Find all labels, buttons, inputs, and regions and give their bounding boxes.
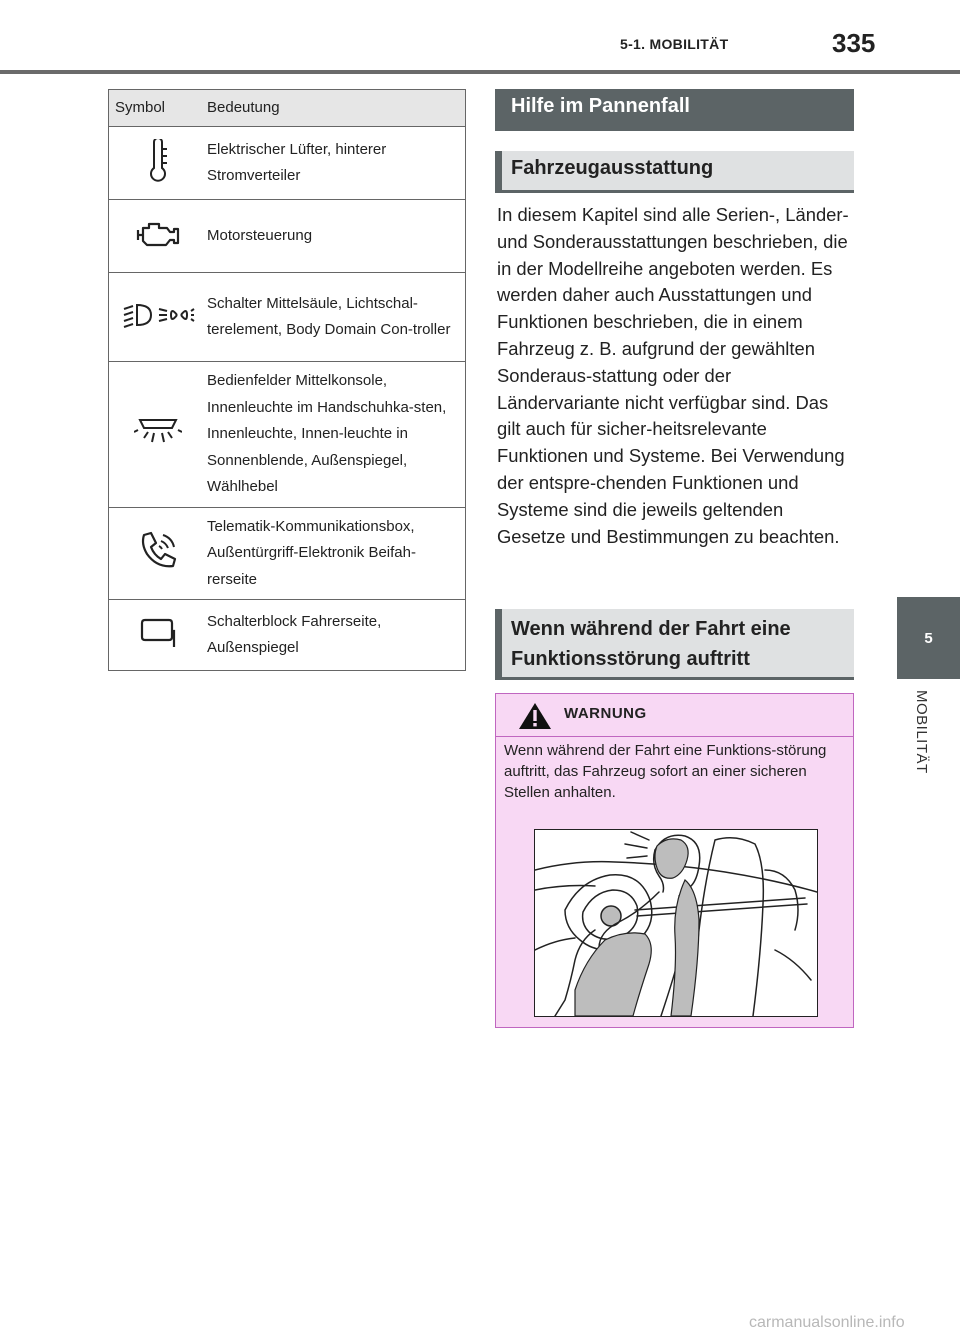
table-cell-meaning: Telematik-Kommunikationsbox, Außentürgriff-Elektronik Beifah-rerseite: [207, 507, 466, 600]
chapter-label: MOBILITÄT: [913, 690, 930, 774]
thermometer-icon: [147, 139, 169, 187]
warning-text: Wenn während der Fahrt eine Funktions-störung auftritt, das Fahrzeug sofort an einer sicheren Stellen anhalten.: [504, 742, 827, 801]
table-row: [109, 127, 466, 200]
warning-triangle-icon: [518, 702, 552, 735]
column-header-meaning: Bedeutung: [207, 90, 466, 127]
mirror-icon: [138, 617, 178, 653]
table-row: [109, 507, 466, 600]
warning-box: [495, 693, 854, 1028]
interior-light-icon: [134, 416, 182, 452]
warning-header: [496, 694, 853, 737]
equipment-paragraph: In diesem Kapitel sind alle Serien-, Länder- und Sonderausstattungen beschrieben, die in der Modellreihe angeboten werden. Es werden daher auch Ausstattungen und Funktionen beschrieben, die in einem Fahrzeug z. B. aufgrund der gewählten Sonderaus-stattung oder der Ländervariante nicht verfügbar sind. Das gilt auch für sicher-heitsrelevante Funktionen und Systeme. Bei Verwendung der entspre-chenden Funktionen und Systeme sind die jeweils geltenden Gesetze und Bestimmungen zu beachten.: [497, 204, 849, 547]
table-cell-meaning: Schalterblock Fahrerseite, Außenspiegel: [207, 600, 466, 671]
page-number: 335: [832, 28, 876, 58]
heading-malfunction: Wenn während der Fahrt eine Funktionsstörung auftritt: [495, 609, 854, 680]
heading-breakdown-help: Hilfe im Pannenfall: [495, 89, 854, 131]
watermark: carmanualsonline.info: [749, 1314, 905, 1331]
table-row: [109, 600, 466, 671]
header-rule: [0, 70, 960, 74]
column-header-symbol: Symbol: [109, 90, 208, 127]
table-row: [109, 362, 466, 508]
driver-steering-illustration: [534, 829, 818, 1017]
table-cell-meaning: Bedienfelder Mittelkonsole, Innenleuchte im Handschuhka-sten, Innenleuchte, Innen-leuchte in Sonnenblende, Außenspiegel, Wählhebel: [207, 362, 466, 508]
symbol-table: [108, 89, 466, 671]
table-row: [109, 273, 466, 362]
heading-vehicle-equipment: Fahrzeugausstattung: [495, 151, 854, 193]
chapter-tab: 5: [897, 597, 960, 679]
engine-icon: [135, 220, 181, 252]
table-cell-meaning: Motorsteuerung: [207, 200, 466, 273]
section-title: 5-1. MOBILITÄT: [620, 36, 729, 52]
table-cell-meaning: Elektrischer Lüfter, hinterer Stromverteiler: [207, 127, 466, 200]
headlight-icon: [121, 301, 195, 333]
table-row: [109, 200, 466, 273]
telephone-icon: [136, 529, 180, 577]
table-header-row: [109, 90, 466, 127]
table-cell-meaning: Schalter Mittelsäule, Lichtschal-terelement, Body Domain Con-troller: [207, 273, 466, 362]
warning-title: WARNUNG: [564, 705, 647, 722]
